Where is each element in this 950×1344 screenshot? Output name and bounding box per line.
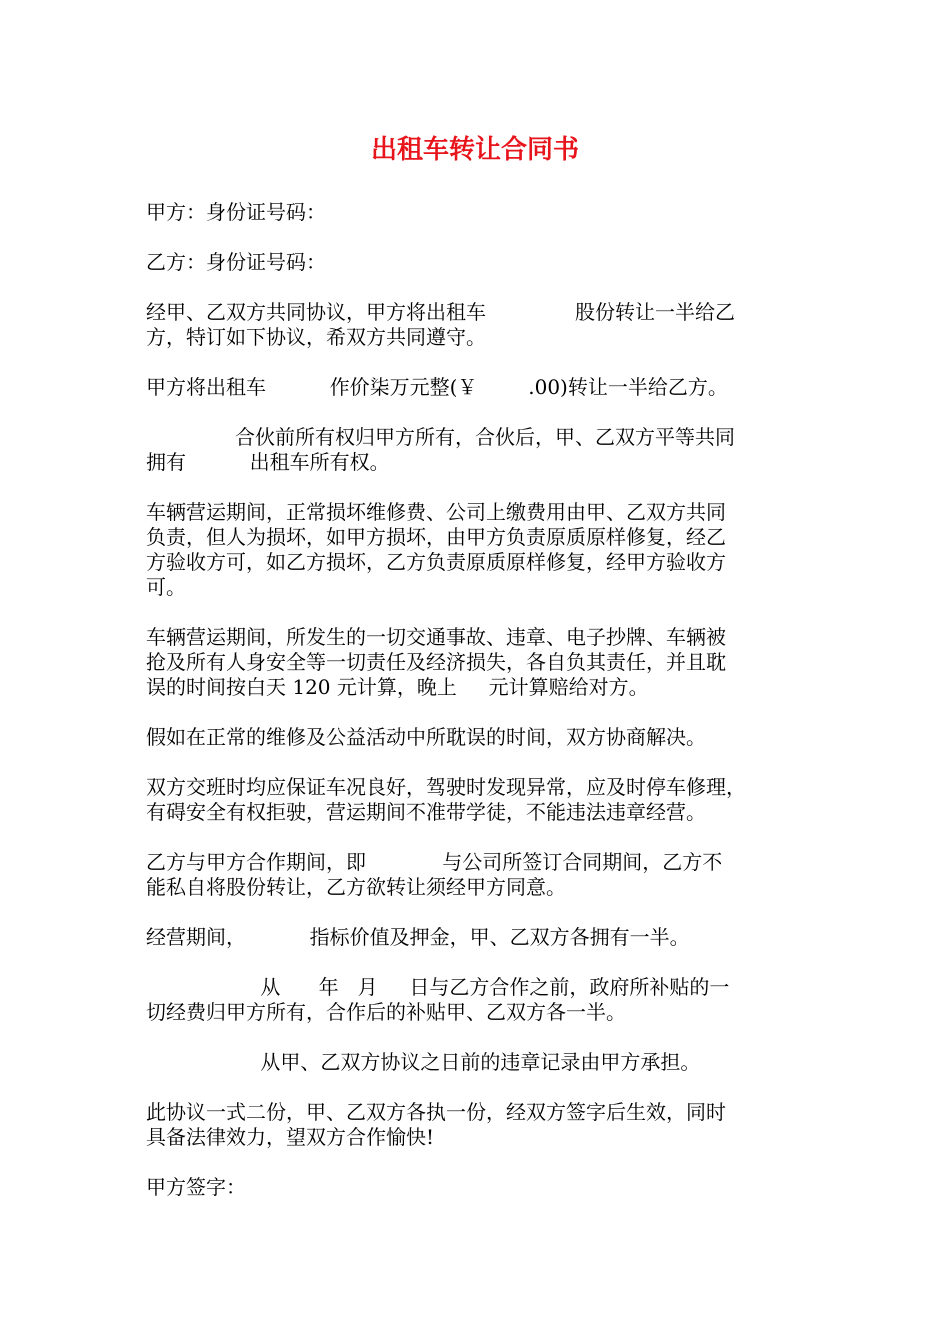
clause-maintenance-line-3: 方验收方可，如乙方损坏，乙方负责原质原样修复，经甲方验收方	[146, 550, 726, 574]
party-b-line: 乙方：身份证号码：	[146, 250, 326, 274]
clause-deposit-line-1: 经营期间， 指标价值及押金，甲、乙双方各拥有一半。	[146, 925, 690, 949]
clause-ownership-line-1: 合伙前所有权归甲方所有，合伙后，甲、乙双方平等共同	[146, 425, 736, 449]
party-a-signature-line: 甲方签字：	[146, 1175, 246, 1199]
clause-subsidy-line-1: 从 年 月 日与乙方合作之前，政府所补贴的一	[146, 975, 730, 999]
clause-violation-line-1: 从甲、乙双方协议之日前的违章记录由甲方承担。	[146, 1050, 701, 1074]
clause-term-line-1: 乙方与甲方合作期间，即 与公司所签订合同期间，乙方不	[146, 850, 723, 874]
clause-effect-line-2: 具备法律效力，望双方合作愉快!	[146, 1125, 435, 1149]
clause-subsidy-line-2: 切经费归甲方所有，合作后的补贴甲、乙双方各一半。	[146, 1000, 626, 1024]
clause-repair-time-line-1: 假如在正常的维修及公益活动中所耽误的时间，双方协商解决。	[146, 725, 706, 749]
clause-effect-line-1: 此协议一式二份，甲、乙双方各执一份，经双方签字后生效，同时	[146, 1100, 726, 1124]
clause-price-line-1: 甲方将出租车 作价柒万元整(￥ .00)转让一半给乙方。	[146, 375, 728, 399]
clause-maintenance-line-1: 车辆营运期间，正常损坏维修费、公司上缴费用由甲、乙双方共同	[146, 500, 726, 524]
document-title: 出租车转让合同书	[370, 135, 579, 165]
clause-liability-line-1: 车辆营运期间，所发生的一切交通事故、违章、电子抄牌、车辆被	[146, 625, 726, 649]
clause-maintenance-line-2: 负责，但人为损坏，如甲方损坏，由甲方负责原质原样修复，经乙	[146, 525, 726, 549]
clause-liability-line-2: 抢及所有人身安全等一切责任及经济损失，各自负其责任，并且耽	[146, 650, 726, 674]
clause-ownership-line-2: 拥有 出租车所有权。	[146, 450, 390, 474]
clause-liability-line-3: 误的时间按白天 120 元计算，晚上 元计算赔给对方。	[146, 675, 649, 699]
party-a-line: 甲方：身份证号码：	[146, 200, 326, 224]
clause-handover-line-2: 有碍安全有权拒驶，营运期间不准带学徒，不能违法违章经营。	[146, 800, 706, 824]
clause-term-line-2: 能私自将股份转让，乙方欲转让须经甲方同意。	[146, 875, 566, 899]
clause-intro-line-1: 经甲、乙双方共同协议，甲方将出租车 股份转让一半给乙	[146, 300, 736, 324]
clause-intro-line-2: 方，特订如下协议，希双方共同遵守。	[146, 325, 486, 349]
clause-handover-line-1: 双方交班时均应保证车况良好，驾驶时发现异常，应及时停车修理，	[146, 775, 746, 799]
clause-maintenance-line-4: 可。	[146, 575, 186, 599]
